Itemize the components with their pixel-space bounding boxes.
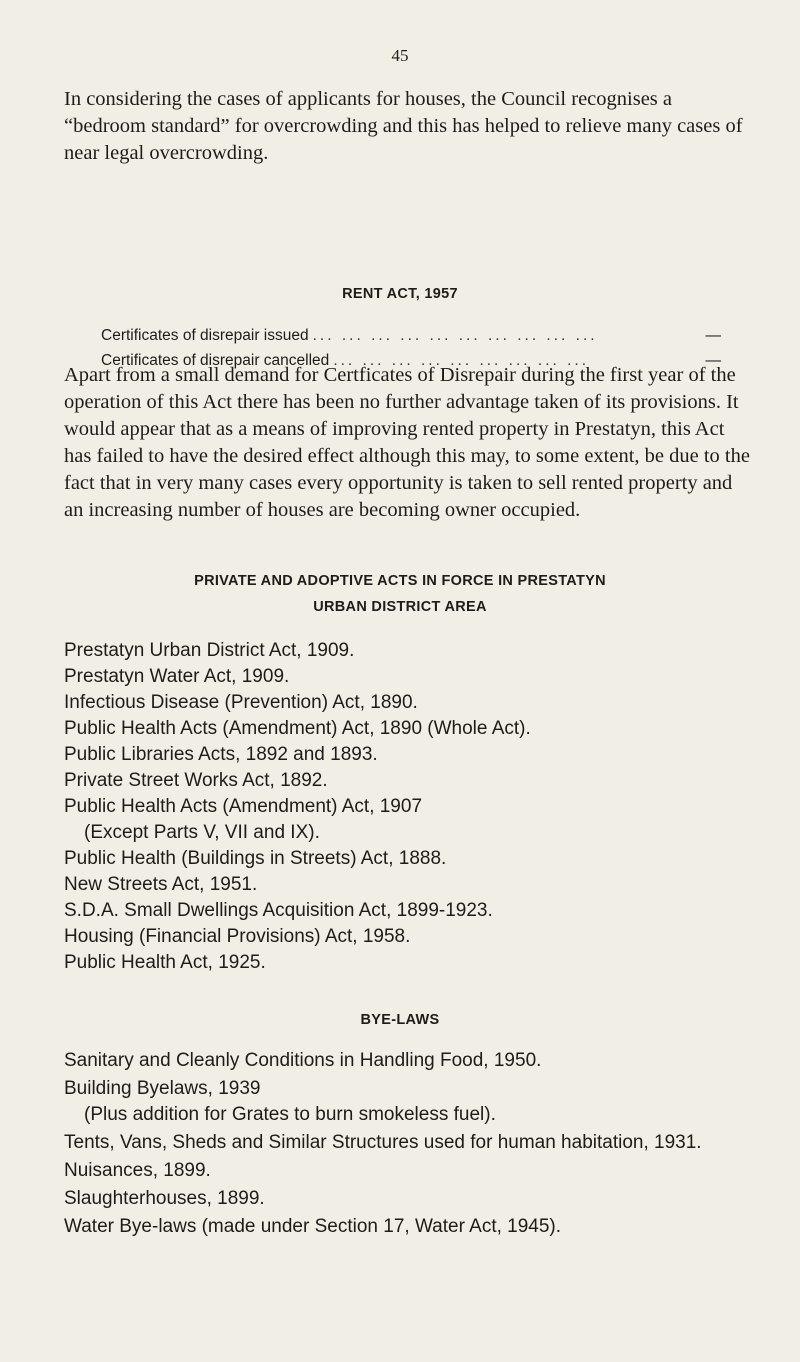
list-item: Slaughterhouses, 1899. [64,1188,265,1209]
dot-leader: ... ... ... ... ... ... ... ... ... [333,352,590,369]
list-item: (Except Parts V, VII and IX). [84,822,320,843]
list-item: Prestatyn Urban District Act, 1909. [64,640,355,661]
list-item: Public Health Acts (Amendment) Act, 1907 [64,796,423,817]
acts-list [64,638,744,976]
list-item: (Plus addition for Grates to burn smokeless fuel). [84,1104,496,1125]
private-acts-heading-line1: PRIVATE AND ADOPTIVE ACTS IN FORCE IN PRESTATYN [194,573,606,589]
certificates-issued-row [101,323,721,348]
list-item: Sanitary and Cleanly Conditions in Handling Food, 1950. [64,1050,542,1071]
private-acts-heading [0,568,800,620]
dot-leader: ... ... ... ... ... ... ... ... ... ... [312,327,598,344]
list-item: Public Health Act, 1925. [64,952,266,973]
page-number: 45 [391,46,409,65]
list-item: Housing (Financial Provisions) Act, 1958. [64,926,411,947]
list-item: Private Street Works Act, 1892. [64,770,328,791]
rent-act-paragraph: Apart from a small demand for Certficates of Disrepair during the first year of the operation of this Act there has been no further advantage taken of its provisions. It would appear that as a means of improving rented property in Prestatyn, this Act has failed to have the desired effect although this may, to some extent, be due to the fact that in very many cases every opportunity is taken to sell rented property and an increasing number of houses are becoming owner occupied. [64,364,750,521]
list-item: Building Byelaws, 1939 [64,1078,261,1099]
list-item: Nuisances, 1899. [64,1160,211,1181]
list-item: Public Health (Buildings in Streets) Act, 1888. [64,848,447,869]
list-item: Infectious Disease (Prevention) Act, 1890. [64,692,418,713]
private-acts-heading-line2: URBAN DISTRICT AREA [313,599,487,615]
bye-laws-list [64,1048,754,1242]
list-item: Public Libraries Acts, 1892 and 1893. [64,744,378,765]
row-value: — [705,352,721,369]
list-item: New Streets Act, 1951. [64,874,258,895]
list-item: Water Bye-laws (made under Section 17, Water Act, 1945). [64,1216,562,1237]
row-value: — [705,327,721,344]
list-item: S.D.A. Small Dwellings Acquisition Act, 1899-1923. [64,900,493,921]
row-label: Certificates of disrepair issued [101,327,309,344]
bye-laws-heading: BYE-LAWS [360,1012,440,1028]
rent-act-heading: RENT ACT, 1957 [342,286,458,302]
list-item: Prestatyn Water Act, 1909. [64,666,290,687]
list-item: Tents, Vans, Sheds and Similar Structures used for human habitation, 1931. [64,1132,702,1153]
row-label: Certificates of disrepair cancelled [101,352,330,369]
intro-paragraph: In considering the cases of applicants for houses, the Council recognises a “bedroom standard” for overcrowding and this has helped to relieve many cases of near legal overcrowding. [64,88,743,164]
list-item: Public Health Acts (Amendment) Act, 1890 (Whole Act). [64,718,531,739]
